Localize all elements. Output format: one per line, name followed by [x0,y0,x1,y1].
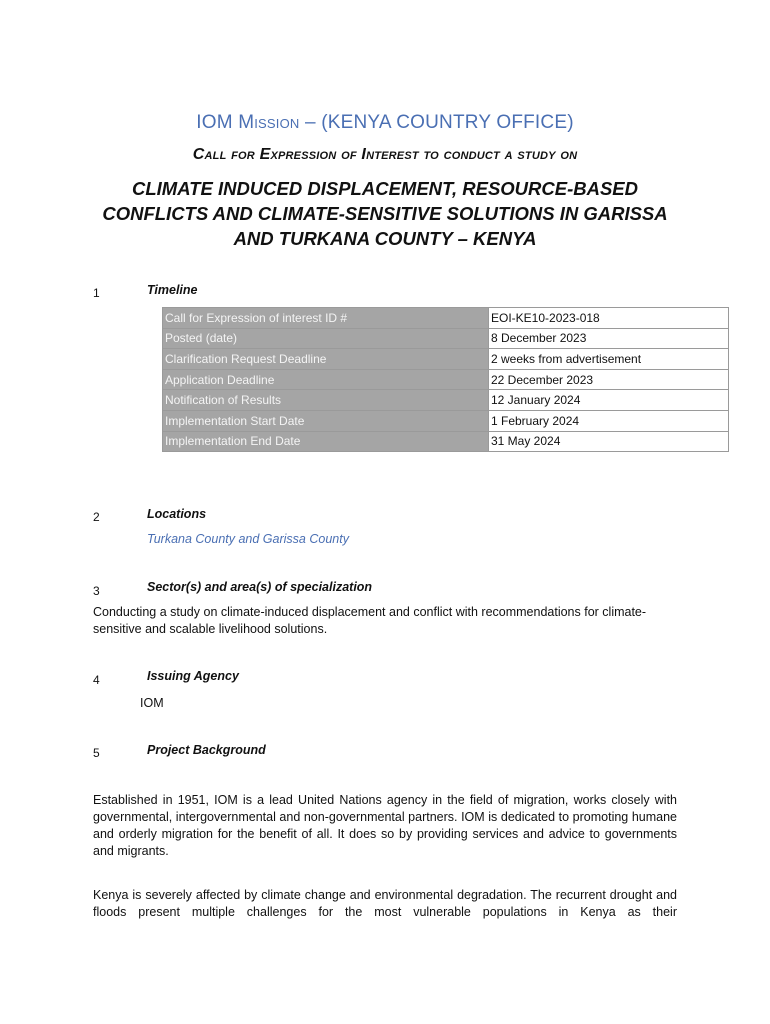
section-title-timeline: Timeline [147,283,198,297]
timeline-value: 1 February 2024 [489,410,729,431]
timeline-label: Posted (date) [163,328,489,349]
table-row [163,390,729,411]
locations-text: Turkana County and Garissa County [147,532,349,546]
table-row [163,410,729,431]
specialization-text: Conducting a study on climate-induced displacement and conflict with recommendations for climate-sensitive and scalable livelihood solutions. [93,605,647,636]
background-paragraph: Established in 1951, IOM is a lead United Nations agency in the field of migration, works closely with governmental, intergovernmental and non-governmental partners. IOM is dedicated to promoting humane and orderly migration for the benefit of all. It does so by providing services and advice to governments and migrants. [93,793,677,858]
timeline-value: 12 January 2024 [489,390,729,411]
timeline-value: 22 December 2023 [489,369,729,390]
timeline-label: Application Deadline [163,369,489,390]
table-row [163,308,729,329]
timeline-label: Implementation End Date [163,431,489,452]
timeline-label: Clarification Request Deadline [163,349,489,370]
timeline-label: Call for Expression of interest ID # [163,308,489,329]
section-number: 5 [93,746,100,760]
section-title-issuing-agency: Issuing Agency [147,669,239,683]
table-row [163,431,729,452]
section-title-project-background: Project Background [147,743,266,757]
timeline-label: Notification of Results [163,390,489,411]
study-title-line: CONFLICTS AND CLIMATE-SENSITIVE SOLUTIONS IN GARISSA [102,203,668,224]
section-number: 1 [93,286,100,300]
section-number: 4 [93,673,100,687]
table-row [163,369,729,390]
call-for-heading: Call for Expression of Interest to conduct a study on [192,146,578,163]
timeline-value: 8 December 2023 [489,328,729,349]
section-number: 3 [93,584,100,598]
study-title [80,176,690,251]
timeline-table [162,307,729,452]
timeline-value: 2 weeks from advertisement [489,349,729,370]
section-title-specialization: Sector(s) and area(s) of specialization [147,580,373,594]
section-title-locations: Locations [147,507,207,521]
issuing-agency-text: IOM [140,696,164,710]
timeline-label: Implementation Start Date [163,410,489,431]
study-title-line: CLIMATE INDUCED DISPLACEMENT, RESOURCE-BASED [131,178,639,199]
study-title-line: AND TURKANA COUNTY – KENYA [233,228,537,249]
background-paragraph: Kenya is severely affected by climate change and environmental degradation. The recurrent drought and floods present multiple challenges for the most vulnerable populations in Kenya as their [93,888,677,919]
section-number: 2 [93,510,100,524]
table-row [163,328,729,349]
timeline-value: EOI-KE10-2023-018 [489,308,729,329]
table-row [163,349,729,370]
mission-title: IOM Mission – (KENYA COUNTRY OFFICE) [196,112,574,133]
timeline-value: 31 May 2024 [489,431,729,452]
